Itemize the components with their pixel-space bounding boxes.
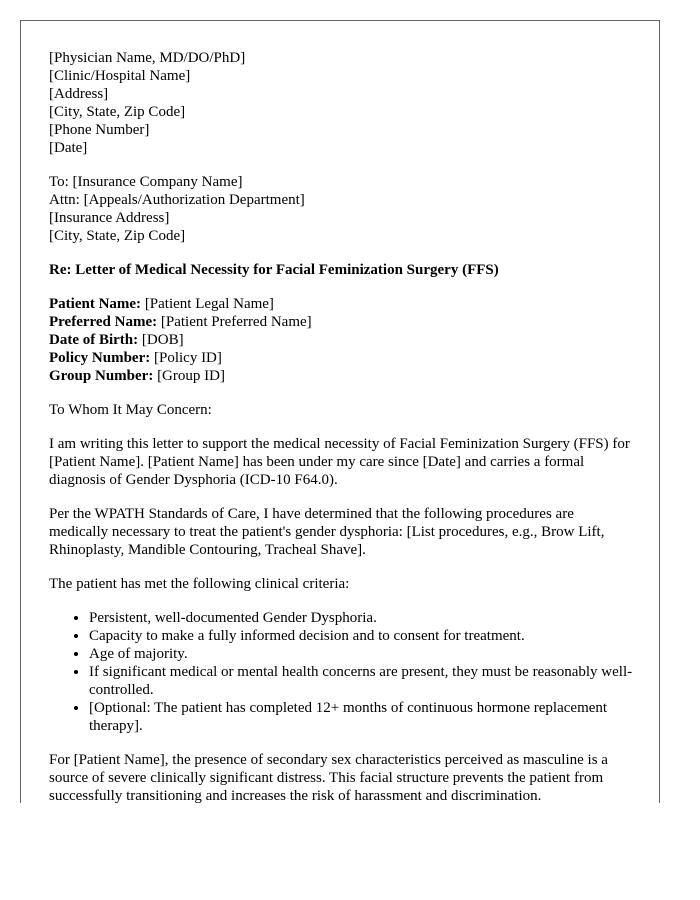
patient-info-row bbox=[49, 349, 635, 367]
recipient-attention: Attn: [Appeals/Authorization Department] bbox=[49, 192, 305, 208]
subject-line: Re: Letter of Medical Necessity for Facial Feminization Surgery (FFS) bbox=[49, 262, 499, 278]
patient-info-row bbox=[49, 367, 635, 385]
patient-info-label: Preferred Name: bbox=[49, 314, 158, 330]
patient-info-row bbox=[49, 331, 635, 349]
sender-phone: [Phone Number] bbox=[49, 122, 150, 138]
intro-paragraph: I am writing this letter to support the medical necessity of Facial Feminization Surgery (FFS) for [Patient Name]. [Patient Name] has been under my care since [Date] and carries a formal diagnosis of Gender Dysphoria (ICD-10 F64.0). bbox=[49, 436, 630, 488]
patient-info bbox=[49, 295, 635, 385]
criteria-item: • Age of majority. bbox=[89, 645, 635, 663]
recipient-company: To: [Insurance Company Name] bbox=[49, 174, 243, 190]
distress-paragraph: For [Patient Name], the presence of secondary sex characteristics perceived as masculine is a source of severe clinically significant distress. This facial structure prevents the patient from successfully transitioning and increases the risk of harassment and discrimination. bbox=[49, 752, 608, 803]
recipient-address bbox=[49, 173, 635, 245]
patient-info-label: Group Number: bbox=[49, 368, 154, 384]
patient-info-value: [DOB] bbox=[141, 332, 184, 348]
recipient-address-line: [Insurance Address] bbox=[49, 210, 170, 226]
letter-content bbox=[49, 49, 635, 803]
sender-physician-name: [Physician Name, MD/DO/PhD] bbox=[49, 50, 246, 66]
patient-info-label: Date of Birth: bbox=[49, 332, 139, 348]
patient-info-value: [Group ID] bbox=[157, 368, 225, 384]
sender-date: [Date] bbox=[49, 140, 88, 156]
criteria-item: • If significant medical or mental health concerns are present, they must be reasonably well-controlled. bbox=[89, 663, 635, 699]
patient-info-value: [Patient Preferred Name] bbox=[160, 314, 312, 330]
patient-info-row bbox=[49, 295, 635, 313]
sender-address bbox=[49, 49, 635, 157]
recipient-city-state-zip: [City, State, Zip Code] bbox=[49, 228, 186, 244]
sender-clinic-name: [Clinic/Hospital Name] bbox=[49, 68, 191, 84]
letter-page bbox=[20, 20, 660, 803]
sender-city-state-zip: [City, State, Zip Code] bbox=[49, 104, 186, 120]
patient-info-value: [Policy ID] bbox=[153, 350, 222, 366]
salutation: To Whom It May Concern: bbox=[49, 402, 212, 418]
procedures-paragraph: Per the WPATH Standards of Care, I have determined that the following procedures are medically necessary to treat the patient's gender dysphoria: [List procedures, e.g., Brow Lift, Rhinoplasty, Mandible Contouring, Tracheal Shave]. bbox=[49, 506, 605, 558]
patient-info-label: Patient Name: bbox=[49, 296, 142, 312]
criteria-item: • Capacity to make a fully informed decision and to consent for treatment. bbox=[89, 627, 635, 645]
criteria-intro: The patient has met the following clinical criteria: bbox=[49, 576, 350, 592]
sender-address-line: [Address] bbox=[49, 86, 109, 102]
criteria-item: • [Optional: The patient has completed 12+ months of continuous hormone replacement therapy]. bbox=[89, 699, 635, 735]
patient-info-value: [Patient Legal Name] bbox=[144, 296, 274, 312]
criteria-list bbox=[49, 609, 635, 735]
patient-info-label: Policy Number: bbox=[49, 350, 151, 366]
patient-info-row bbox=[49, 313, 635, 331]
criteria-item: • Persistent, well-documented Gender Dysphoria. bbox=[89, 609, 635, 627]
